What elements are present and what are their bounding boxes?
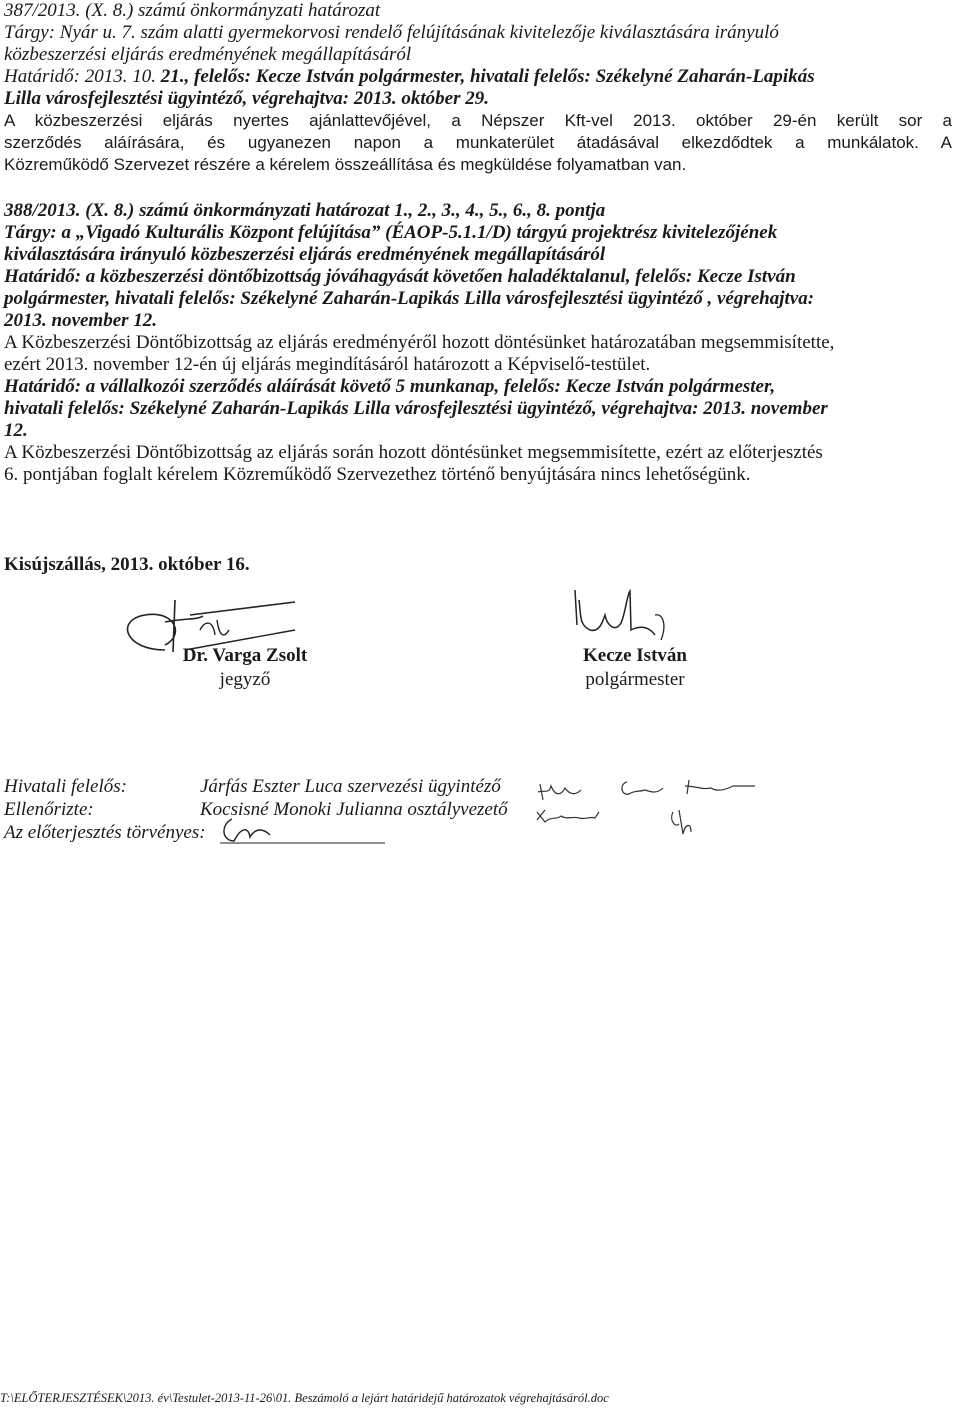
initials-signatures — [535, 772, 785, 842]
jegyzo-title: jegyző — [219, 669, 271, 690]
hivatali-felelos-value: Járfás Eszter Luca szervezési ügyintéző — [200, 776, 501, 797]
polgarmester-title: polgármester — [585, 669, 685, 690]
resolution-387-executed: Lilla városfejlesztési ügyintéző, végrehajtva: 2013. október 29. — [4, 88, 489, 109]
hivatali-felelos-label: Hivatali felelős: — [4, 776, 127, 797]
jegyzo-name: Dr. Varga Zsolt — [182, 645, 308, 666]
resolution-387-subject-line1: Tárgy: Nyár u. 7. szám alatti gyermekorvosi rendelő felújításának kivitelezője kiválasztására irányuló — [4, 22, 779, 43]
resolution-388 — [4, 200, 952, 486]
resolution-388-report-line3: A Közbeszerzési Döntőbizottság az eljárás során hozott döntésünket megsemmisítette, ezért az előterjesztés — [4, 442, 823, 463]
resolution-388-deadline2-line1: Határidő: a vállalkozói szerződés aláírását követő 5 munkanap, felelős: Kecze István polgármester, — [4, 376, 776, 397]
ellenorizte-label: Ellenőrizte: — [4, 799, 94, 820]
resolution-388-report-line1: A Közbeszerzési Döntőbizottság az eljárás eredményéről hozott döntésünket határozatában megsemmisítette, — [4, 332, 835, 353]
resolution-388-subject-line1: Tárgy: a „Vigadó Kulturális Központ felújítása” (ÉAOP-5.1.1/D) tárgyú projektrész kivitelezőjének — [4, 222, 778, 243]
ellenorizte-value: Kocsisné Monoki Julianna osztályvezető — [200, 799, 508, 820]
resolution-388-deadline2-line2: hivatali felelős: Székelyné Zaharán-Lapikás Lilla városfejlesztési ügyintéző, végrehajtva: 2013. november — [4, 398, 828, 419]
resolution-388-deadline-line1: Határidő: a közbeszerzési döntőbizottság jóváhagyását követően haladéktalanul, felelős: Kecze István — [4, 266, 796, 287]
footer-file-path: T:\ELŐTERJESZTÉSEK\2013. év\Testulet-2013-11-26\01. Beszámoló a lejárt határidejű határozatok végrehajtásáról.doc — [0, 1391, 609, 1405]
resolution-388-report-line4: 6. pontjában foglalt kérelem Közreműködő Szervezethez történő benyújtására nincs lehetőségünk. — [4, 464, 751, 485]
resolution-388-deadline2-line3: 12. — [4, 420, 28, 441]
resolution-387-deadline — [4, 66, 952, 88]
torvenyes-label: Az előterjesztés törvényes: — [4, 822, 206, 843]
resolution-387 — [4, 0, 952, 176]
resolution-388-report-line2: ezért 2013. november 12-én új eljárás megindításáról határozott a Képviselő-testület. — [4, 354, 651, 375]
place-and-date: Kisújszállás, 2013. október 16. — [4, 554, 250, 575]
resolution-387-subject-line2: közbeszerzési eljárás eredményének megállapításáról — [4, 44, 412, 65]
polgarmester-signature-block — [545, 644, 725, 692]
torvenyes-signature-line — [220, 815, 390, 845]
jegyzo-signature-block — [140, 644, 350, 692]
resolution-387-report-line1: A közbeszerzési eljárás nyertes ajánlattevőjével, a Népszer Kft-vel 2013. október 29-én került sor a — [4, 111, 952, 130]
resolution-388-deadline-line3: 2013. november 12. — [4, 310, 158, 331]
resolution-387-report-line3: Közreműködő Szervezet részére a kérelem összeállítása és megküldése folyamatban van. — [4, 155, 687, 174]
resolution-388-subject-line2: kiválasztására irányuló közbeszerzési eljárás eredményének megállapításáról — [4, 244, 606, 265]
resolution-387-number: 387/2013. (X. 8.) számú önkormányzati határozat — [4, 0, 381, 21]
resolution-388-deadline-line2: polgármester, hivatali felelős: Székelyné Zaharán-Lapikás Lilla városfejlesztési ügyintéző , végrehajtva: — [4, 288, 815, 309]
resolution-388-number: 388/2013. (X. 8.) számú önkormányzati határozat 1., 2., 3., 4., 5., 6., 8. pontja — [4, 200, 606, 221]
polgarmester-name: Kecze István — [583, 645, 687, 666]
deadline-date-part: Határidő: 2013. 10. — [4, 66, 161, 87]
resolution-387-report-line2: szerződés aláírására, és ugyanezen napon a munkaterület átadásával elkezdődtek a munkálatok. A — [4, 133, 952, 152]
deadline-responsible-part: 21., felelős: Kecze István polgármester, hivatali felelős: Székelyné Zaharán-Lapikás — [160, 66, 815, 87]
